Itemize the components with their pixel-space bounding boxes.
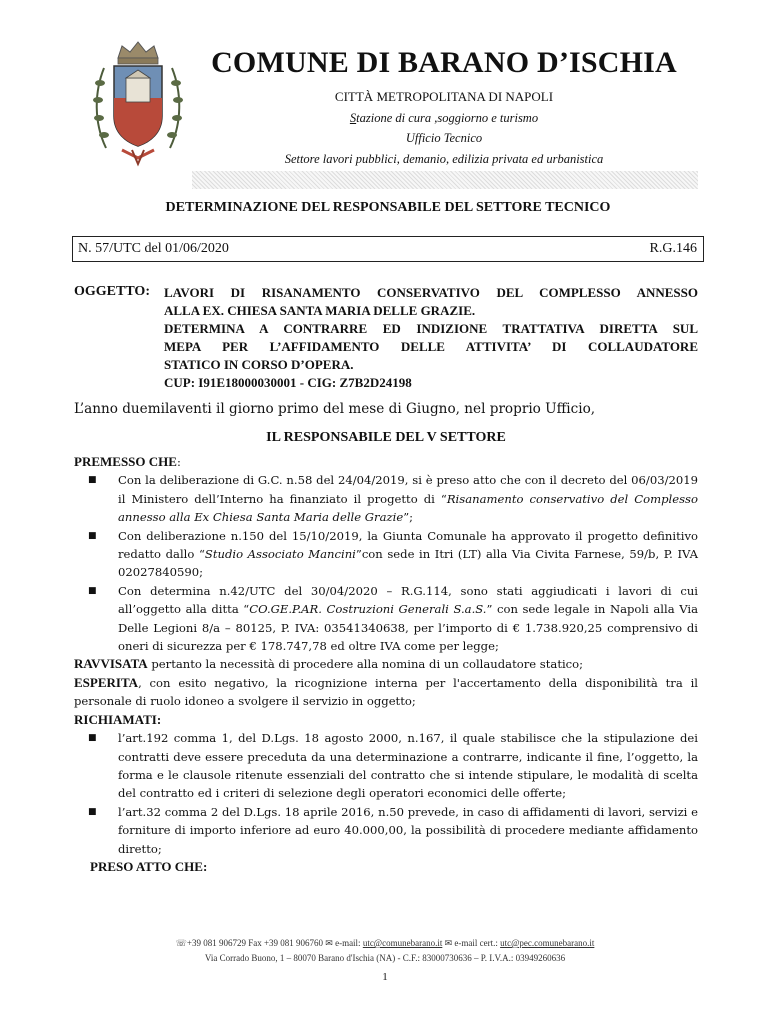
municipal-crest-icon bbox=[92, 38, 184, 168]
item-text: Con la deliberazione di G.C. n.58 del 24/04/2019, si è preso atto che con il decreto del 06/03/2019 il Ministero dell’Interno ha finanziato il progetto di “ bbox=[118, 473, 698, 506]
footer bbox=[0, 938, 770, 963]
item-text-after: ” con sede legale in Napoli alla Via Delle Legioni 8/a – 80125, P. IVA: 03541340638, per l’importo di € 1.738.920,25 comprensivo di oneri di sicurezza per € 178.747,78 ed oltre IVA come per legge; bbox=[118, 602, 698, 654]
list-item bbox=[74, 582, 698, 656]
item-italic: CO.GE.P.AR. Costruzioni Generali S.a.S. bbox=[249, 602, 487, 617]
bullet-icon: ■ bbox=[88, 475, 97, 486]
responsible-heading: IL RESPONSABILE DEL V SETTORE bbox=[266, 430, 506, 445]
footer-contacts bbox=[0, 938, 770, 949]
item-text: Con determina n.42/UTC del 30/04/2020 – R.G.114, sono stati aggiudicati i lavori di cui all’oggetto alla ditta “ bbox=[118, 583, 698, 617]
subject-line: STATICO IN CORSO D’OPERA. bbox=[164, 357, 354, 372]
bullet-icon: ■ bbox=[88, 530, 97, 541]
item-text: l’art.32 comma 2 del D.Lgs. 18 aprile 2016, n.50 prevede, in caso di affidamenti di lavori, servizi e forniture di importo inferiore ad euro 40.000,00, la possibilità di procedere mediante affidamento diretto; bbox=[118, 804, 698, 856]
footer-pec-link[interactable]: utc@pec.comunebarano.it bbox=[500, 938, 595, 948]
footer-pec-label: ✉ e-mail cert.: bbox=[442, 938, 501, 948]
sector-name: Settore lavori pubblici, demanio, edilizia privata ed urbanistica bbox=[284, 152, 604, 166]
item-text: Con deliberazione n.150 del 15/10/2019, la Giunta Comunale ha approvato il progetto definitivo redatto dallo “ bbox=[118, 528, 698, 562]
preso-atto-heading: PRESO ATTO CHE: bbox=[90, 858, 208, 874]
premesso-heading-line bbox=[74, 453, 698, 471]
determination-number-box bbox=[72, 236, 704, 262]
richiamati-heading: RICHIAMATI: bbox=[74, 711, 162, 727]
subject-label: OGGETTO: bbox=[74, 284, 150, 299]
general-register-number: R.G.146 bbox=[649, 241, 697, 256]
subject-text bbox=[164, 284, 698, 392]
document-body bbox=[74, 453, 698, 876]
bullet-icon: ■ bbox=[88, 806, 97, 817]
tourism-station-rest: tazione di cura ,soggiorno e turismo bbox=[356, 111, 539, 125]
footer-phone: ☏+39 081 906729 Fax +39 081 906760 ✉ e-mail: bbox=[175, 938, 363, 948]
subject-line: ALLA EX. CHIESA SANTA MARIA DELLE GRAZIE. bbox=[164, 303, 476, 318]
premesso-colon: : bbox=[176, 455, 181, 469]
esperita-text: , con esito negativo, la ricognizione interna per l'accertamento della disponibilità tra il personale di ruolo idoneo a svolgere il servizio in oggetto; bbox=[74, 675, 698, 709]
footer-address: Via Corrado Buono, 1 – 80070 Barano d'Ischia (NA) - C.F.: 83000730636 – P. I.V.A.: 03949260636 bbox=[204, 953, 566, 963]
subject-line: DETERMINA A CONTRARRE ED INDIZIONE TRATTATIVA DIRETTA SUL bbox=[164, 321, 698, 336]
bullet-icon: ■ bbox=[88, 585, 97, 596]
item-text-after: ”; bbox=[403, 510, 414, 525]
determination-number: N. 57/UTC del 01/06/2020 bbox=[78, 241, 229, 256]
item-text: l’art.192 comma 1, del D.Lgs. 18 agosto 2000, n.167, il quale stabilisce che la stipulazione dei contratti deve essere preceduta da una determinazione a contrarre, indicante il fine, l’oggetto, la forma e le clausole ritenute essenziali del contratto che si intende stipulare, le modalità di scelta del contratto ed i criteri di selezione degli operatori economici delle offerte; bbox=[118, 731, 698, 801]
list-item bbox=[74, 527, 698, 582]
office-name: Ufficio Tecnico bbox=[405, 131, 483, 145]
page-number: 1 bbox=[382, 971, 388, 983]
footer-email-link[interactable]: utc@comunebarano.it bbox=[362, 938, 443, 948]
list-item bbox=[74, 729, 698, 803]
list-item bbox=[74, 471, 698, 526]
item-italic: Risanamento conservativo del Complesso annesso alla Ex Chiesa Santa Maria delle Grazie bbox=[118, 491, 698, 525]
tourism-station-initial: S bbox=[349, 111, 357, 125]
subject-line: MEPA PER L’AFFIDAMENTO DELLE ATTIVITA’ DI COLLAUDATORE bbox=[164, 339, 698, 354]
intro-sentence: L’anno duemilaventi il giorno primo del mese di Giugno, nel proprio Ufficio, bbox=[74, 401, 596, 417]
esperita-label: ESPERITA bbox=[74, 674, 139, 690]
municipality-title: COMUNE DI BARANO D’ISCHIA bbox=[211, 46, 677, 79]
premesso-heading: PREMESSO CHE bbox=[74, 454, 177, 469]
decorative-hatch-band bbox=[192, 171, 698, 189]
item-text-after: ”con sede in Itri (LT) alla Via Civita Farnese, 59/b, P. IVA 02027840590; bbox=[118, 547, 698, 580]
ravvisata-text: pertanto la necessità di procedere alla nomina di un collaudatore statico; bbox=[147, 657, 584, 672]
ravvisata-paragraph bbox=[74, 655, 698, 673]
esperita-paragraph bbox=[74, 674, 698, 711]
ravvisata-label: RAVVISATA bbox=[74, 656, 148, 672]
metropolitan-city: CITTÀ METROPOLITANA DI NAPOLI bbox=[334, 89, 554, 104]
determination-title: DETERMINAZIONE DEL RESPONSABILE DEL SETTORE TECNICO bbox=[165, 200, 611, 215]
bullet-icon: ■ bbox=[88, 733, 97, 744]
list-item bbox=[74, 803, 698, 858]
subject-line: LAVORI DI RISANAMENTO CONSERVATIVO DEL COMPLESSO ANNESSO bbox=[164, 285, 698, 300]
item-italic: Studio Associato Mancini bbox=[204, 547, 356, 562]
tourism-station-line bbox=[190, 111, 698, 126]
subject-cup-cig: CUP: I91E18000030001 - CIG: Z7B2D24198 bbox=[164, 375, 412, 390]
